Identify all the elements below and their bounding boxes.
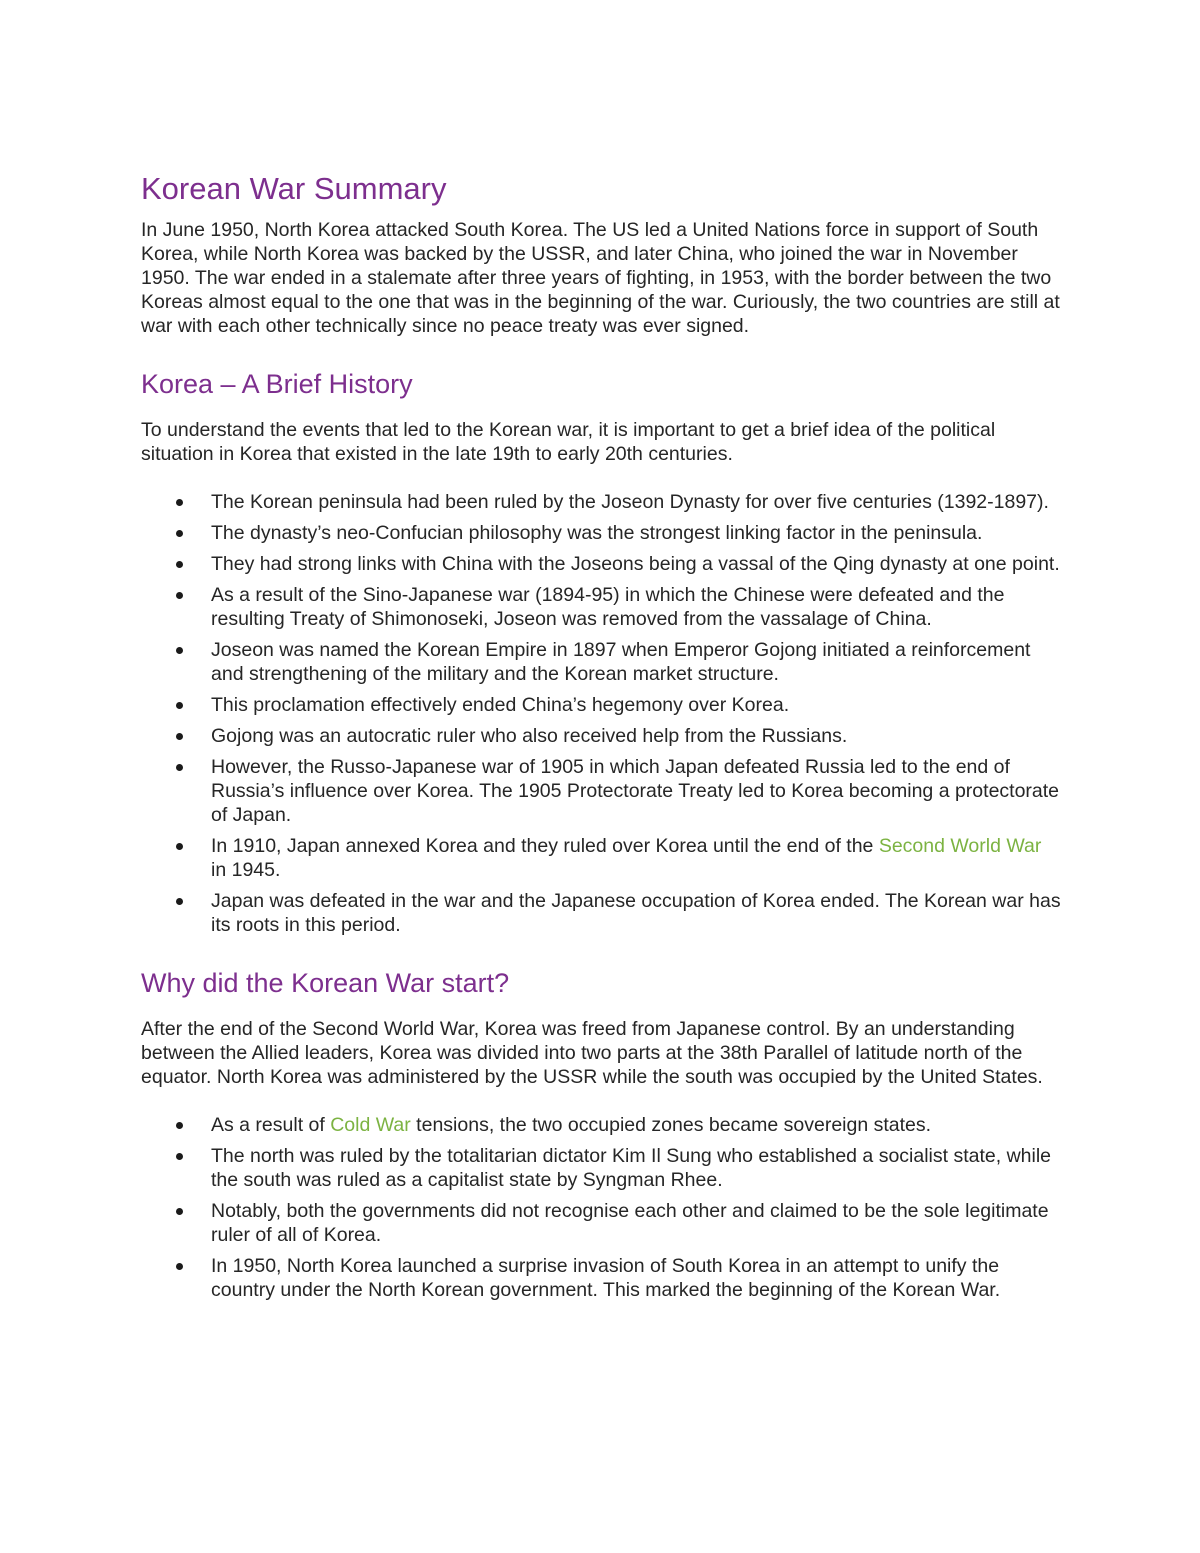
list-item <box>141 583 1061 631</box>
list-item-text: Japan was defeated in the war and the Japanese occupation of Korea ended. The Korean war has its roots in this period. <box>211 890 1061 936</box>
bullet-icon <box>176 843 183 850</box>
war-start-intro-paragraph: After the end of the Second World War, Korea was freed from Japanese control. By an understanding between the Allied leaders, Korea was divided into two parts at the 38th Parallel of latitude north of the equator. North Korea was administered by the USSR while the south was occupied by the United States. <box>141 1018 1043 1088</box>
bullet-icon <box>176 702 183 709</box>
page-title: Korean War Summary <box>141 171 447 206</box>
list-item <box>141 1254 1061 1302</box>
list-item-text: Joseon was named the Korean Empire in 1897 when Emperor Gojong initiated a reinforcement and strengthening of the military and the Korean market structure. <box>211 639 1031 685</box>
list-item <box>141 490 1061 514</box>
bullet-icon <box>176 1122 183 1129</box>
list-item-text: However, the Russo-Japanese war of 1905 in which Japan defeated Russia led to the end of Russia’s influence over Korea. The 1905 Protectorate Treaty led to Korea becoming a protectorate of Japan. <box>211 756 1060 826</box>
list-item-text: As a result of the Sino-Japanese war (1894-95) in which the Chinese were defeated and the resulting Treaty of Shimonoseki, Joseon was removed from the vassalage of China. <box>211 584 1005 630</box>
history-intro-paragraph: To understand the events that led to the Korean war, it is important to get a brief idea of the political situation in Korea that existed in the late 19th to early 20th centuries. <box>141 419 996 465</box>
bullet-icon <box>176 1153 183 1160</box>
list-item <box>141 693 1061 717</box>
section-heading-war-start: Why did the Korean War start? <box>141 968 510 998</box>
cold-war-link[interactable]: Cold War <box>330 1114 411 1136</box>
list-item-text: Gojong was an autocratic ruler who also received help from the Russians. <box>211 725 848 747</box>
list-item-text-before: In 1910, Japan annexed Korea and they ruled over Korea until the end of the <box>211 835 879 857</box>
document-page <box>141 168 1061 1309</box>
list-item-text-before: As a result of <box>211 1114 331 1136</box>
second-world-war-link[interactable]: Second World War <box>878 835 1042 857</box>
list-item-text: In 1950, North Korea launched a surprise invasion of South Korea in an attempt to unify the country under the North Korean government. This marked the beginning of the Korean War. <box>211 1255 1001 1301</box>
list-item-text: The Korean peninsula had been ruled by the Joseon Dynasty for over five centuries (1392-1897). <box>211 491 1049 513</box>
bullet-icon <box>176 561 183 568</box>
list-item <box>141 755 1061 827</box>
bullet-icon <box>176 499 183 506</box>
bullet-icon <box>176 898 183 905</box>
bullet-icon <box>176 733 183 740</box>
bullet-icon <box>176 592 183 599</box>
list-item-text-after: in 1945. <box>211 859 281 881</box>
bullet-icon <box>176 1208 183 1215</box>
list-item <box>141 1113 1061 1137</box>
war-start-bullet-list <box>141 1113 1061 1302</box>
list-item <box>141 1199 1061 1247</box>
list-item-text: This proclamation effectively ended China’s hegemony over Korea. <box>211 694 790 716</box>
list-item <box>141 724 1061 748</box>
section-heading-history: Korea – A Brief History <box>141 369 413 399</box>
list-item <box>141 889 1061 937</box>
history-bullet-list <box>141 490 1061 937</box>
bullet-icon <box>176 764 183 771</box>
bullet-icon <box>176 647 183 654</box>
list-item <box>141 834 1061 882</box>
list-item <box>141 552 1061 576</box>
list-item-text: They had strong links with China with the Joseons being a vassal of the Qing dynasty at one point. <box>211 553 1060 575</box>
list-item <box>141 638 1061 686</box>
list-item-text: The dynasty’s neo-Confucian philosophy was the strongest linking factor in the peninsula. <box>211 522 983 544</box>
list-item <box>141 1144 1061 1192</box>
list-item-text: Notably, both the governments did not recognise each other and claimed to be the sole legitimate ruler of all of Korea. <box>211 1200 1049 1246</box>
summary-paragraph: In June 1950, North Korea attacked South Korea. The US led a United Nations force in support of South Korea, while North Korea was backed by the USSR, and later China, who joined the war in November 1950. The war ended in a stalemate after three years of fighting, in 1953, with the border between the two Koreas almost equal to the one that was in the beginning of the war. Curiously, the two countries are still at war with each other technically since no peace treaty was ever signed. <box>141 219 1060 337</box>
list-item-text: The north was ruled by the totalitarian dictator Kim Il Sung who established a socialist state, while the south was ruled as a capitalist state by Syngman Rhee. <box>211 1145 1052 1191</box>
list-item-text-after: tensions, the two occupied zones became sovereign states. <box>410 1114 932 1136</box>
bullet-icon <box>176 1263 183 1270</box>
list-item <box>141 521 1061 545</box>
bullet-icon <box>176 530 183 537</box>
